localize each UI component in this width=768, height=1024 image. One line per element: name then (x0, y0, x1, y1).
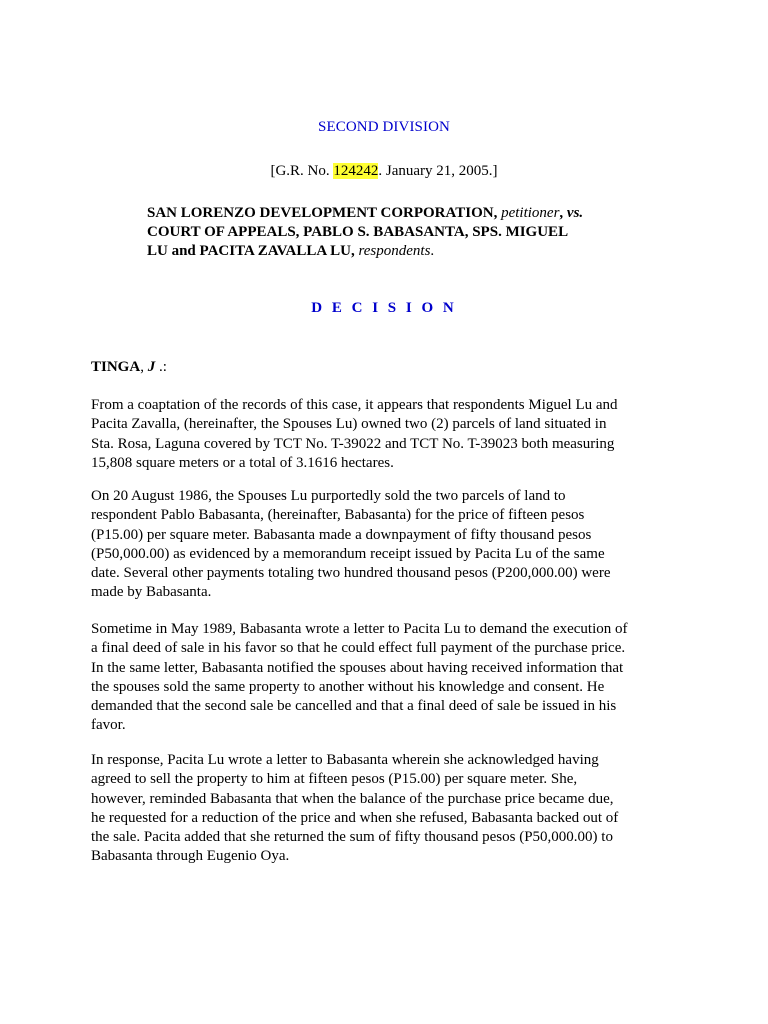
paragraph-line: date. Several other payments totaling two hundred thousand pesos (P200,000.00) were (91, 565, 611, 582)
paragraph-line: demanded that the second sale be cancelled and that a final deed of sale be issued in his (91, 698, 617, 715)
respondents-line-1: COURT OF APPEALS, PABLO S. BABASANTA, SPS. MIGUEL (147, 224, 569, 240)
caption-line-1: SAN LORENZO DEVELOPMENT CORPORATION, petitioner, vs. (147, 205, 584, 221)
paragraph-line: he requested for a reduction of the price and when she refused, Babasanta backed out of (91, 809, 619, 826)
petitioner-name: SAN LORENZO DEVELOPMENT CORPORATION (147, 205, 494, 221)
judge-name: TINGA (91, 359, 141, 375)
decision-title: D E C I S I O N (311, 300, 457, 316)
paragraph (91, 487, 691, 603)
paragraph-line: Pacita Zavalla, (hereinafter, the Spouses Lu) owned two (2) parcels of land situated in (91, 416, 607, 433)
judge-suffix: J (147, 359, 156, 375)
paragraph-line: the spouses sold the same property to another without his knowledge and consent. He (91, 678, 605, 695)
paragraph-line: Sometime in May 1989, Babasanta wrote a letter to Pacita Lu to demand the execution of (91, 621, 628, 637)
paragraph-line: In the same letter, Babasanta notified the spouses about having received information that (91, 659, 624, 676)
paragraph-line: In response, Pacita Lu wrote a letter to Babasanta wherein she acknowledged having (91, 752, 599, 768)
paragraph-line: agreed to sell the property to him at fifteen pesos (P15.00) per square meter. She, (91, 771, 578, 788)
ponente: TINGA, J .: (91, 359, 167, 375)
case-date: . January 21, 2005.] (378, 163, 498, 179)
paragraph-line: Sta. Rosa, Laguna covered by TCT No. T-39022 and TCT No. T-39023 both measuring (91, 435, 615, 452)
case-number-prefix: [G.R. No. (270, 163, 334, 179)
division-heading: SECOND DIVISION (318, 119, 450, 135)
paragraph (91, 620, 691, 736)
paragraph-line: a final deed of sale in his favor so that he could effect full payment of the purchase price. (91, 640, 626, 657)
respondents-line-2: LU and PACITA ZAVALLA LU (147, 243, 351, 259)
paragraph-line: From a coaptation of the records of this case, it appears that respondents Miguel Lu and (91, 397, 618, 413)
paragraph-line: On 20 August 1986, the Spouses Lu purportedly sold the two parcels of land to (91, 488, 566, 504)
respondents-role: respondents (358, 243, 431, 259)
case-number-line (0, 163, 768, 180)
paragraph-line: favor. (91, 717, 126, 734)
case-caption (147, 204, 627, 261)
versus-label: vs. (566, 205, 584, 221)
paragraph-line: however, reminded Babasanta that when the balance of the purchase price became due, (91, 790, 614, 807)
paragraph-line: respondent Pablo Babasanta, (hereinafter, Babasanta) for the price of fifteen pesos (91, 507, 585, 524)
paragraph-line: made by Babasanta. (91, 584, 212, 601)
case-number-highlighted: 124242 (333, 163, 379, 179)
paragraph-line: (P15.00) per square meter. Babasanta made a downpayment of fifty thousand pesos (91, 526, 592, 543)
petitioner-role: petitioner (501, 205, 560, 221)
paragraph-line: 15,808 square meters or a total of 3.1616 hectares. (91, 454, 394, 471)
paragraph-line: the sale. Pacita added that she returned the sum of fifty thousand pesos (P50,000.00) to (91, 829, 613, 846)
paragraph (91, 396, 691, 473)
caption-line-3: LU and PACITA ZAVALLA LU, respondents. (147, 243, 435, 259)
paragraph-line: (P50,000.00) as evidenced by a memorandum receipt issued by Pacita Lu of the same (91, 545, 605, 562)
paragraph (91, 751, 691, 867)
paragraph-line: Babasanta through Eugenio Oya. (91, 848, 290, 865)
